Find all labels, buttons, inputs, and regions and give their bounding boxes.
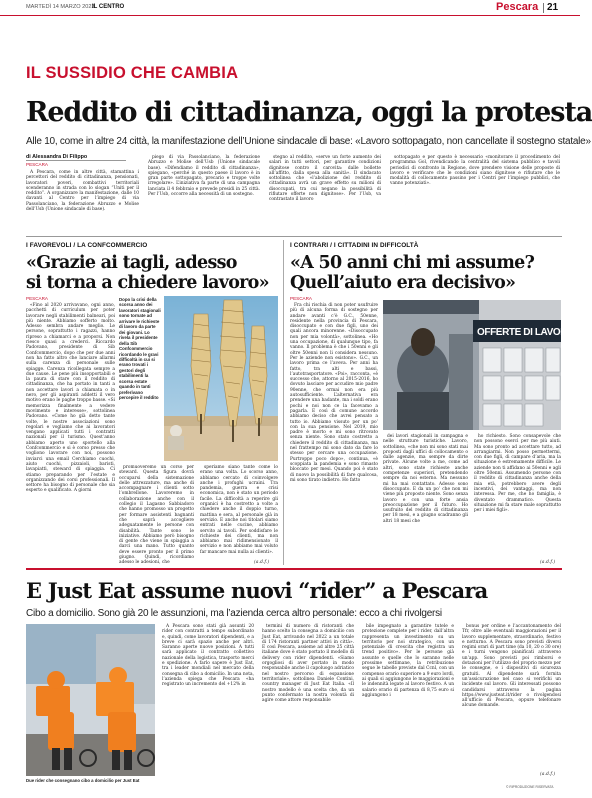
- top-text-col-4: [390, 155, 560, 232]
- bottom-col1-paragraph: A Pescara sono stati già assunti 20 rider con contratti a tempo subordinato e, quindi, come lavoratori dipendenti, e a breve ci sarà spazio anche per altri. Saranno aperte nuove posizioni. A tutti sarà applicato il contratto collettivo nazionale della logistica, trasporto merci e spedizione. A farlo sapere è Just Eat, tra i leader mondiali nel mercato della consegna di cibo a domicilio. In una nota, l’azienda spiega che Pescara «ha registrato un incremento del +12% in: [162, 624, 254, 688]
- right-signature: (a.d.f.): [540, 560, 556, 565]
- column-divider-center: [283, 240, 284, 565]
- beach-umbrellas-illustration: [164, 296, 278, 461]
- bottom-photo-caption: Due rider che consegnano cibo a domicilio per Just Eat: [26, 778, 140, 783]
- delivery-riders-illustration: [26, 624, 155, 776]
- left-col3-paragraph: speriamo siano tante come lo erano una volta. Lo scorso anno, abbiamo cercato di coinvolgere anche i profughi ucraini. Tra pandemia, guerra e crisi economica, non è stato un periodo facile. La difficoltà a reperire gli organici è ha costretto a volte a chiedere anche il doppio turno, mattina e sera, al personale già in servizio. E anche noi titolari siamo entrati nelle cucine, abbiamo servito ai tavoli. Per soddisfare le richieste dei clienti, ma non abbiamo mai ridimensionato il servizio e non abbiamo mai voluto far mancare mai nulla ai clienti».: [200, 465, 278, 555]
- left-text-col-3: [200, 465, 278, 561]
- job-offers-board-illustration: [383, 300, 575, 430]
- left-headline-line-2: si torna a chiedere lavoro»: [26, 273, 269, 293]
- header-divider: [543, 3, 544, 13]
- page-header: [0, 0, 580, 16]
- bottom-subhead: Cibo a domicilio. Sono già 20 le assunzioni, ma l’azienda cerca altro personale: ecco a chi rivolgersi: [26, 608, 442, 619]
- beach-photo: [164, 296, 278, 461]
- top-col1-paragraph: A Pescara, come in altre città, stamattina i percettori del reddito di cittadinanza, pensionati, lavoratori poveri, combattivi territoriali scenderanno in strada con lo slogan “Uniti per il reddito”. A organizzare la manifestazione, dalle 10 davanti al Centro per l’impiego di via Passolanciano, la federazione Abruzzo e Molise dell’Usb (Unione sindacale di base).: [26, 170, 139, 213]
- header-paper: IL CENTRO: [92, 3, 125, 10]
- bottom-text-col-3: [362, 624, 454, 776]
- left-signature: (a.d.f.): [254, 560, 270, 565]
- right-text-col-2: [383, 434, 468, 565]
- left-col1-paragraph: «Fino al 2020 arrivavano, ogni anno, pacchetti di curriculum per poter lavorare negli stabilimenti balneari, poi più niente. Abbiamo sofferto molto. Adesso sembra andare meglio. Le persone, soprattutto i ragazzi, hanno ripreso a chiamarci e a proporsi. Non riesco quasi a crederci. Riccardo Padovano, presidente di Sib Confcommercio, dopo che per due anni non ha fatto altro che lanciare allarmi sulla carenza di personale sulle spiagge. Carenza ricollegata sempre a due cause. Le pene più insopportabili e la paura di stare con il reddito di cittadinanza, che ha portato in tanti a non accettare lavori a chiamata o in nero, per gli aspiranti addetti il vero motivo erano le paghe troppo basse. «Si memorizza finalmente a vedere movimento e interesse», sottolinea Padovano. «Come ho già detto tante volte, le nostre associazioni sono regolari e vogliamo che ai lavoratori vengano applicati tutti i contratti nazionali per il turismo. Quest’anno abbiamo aperto uno sportello alla Confcommercio e si è corso presso che vogliono lavorare con noi, possono inviarci una email Cerchiamo cuochi, aiuto cuochi, pizzaioli, baristi, lavapiatti, steward di spiaggia. Ci stiamo preparando per l’estate e organizzando dei corsi professionali. Il settore ha bisogno di personale che sia esperto e qualificato. A giorni: [26, 303, 115, 494]
- page-number: 21: [547, 1, 559, 13]
- left-text-col-2: [119, 465, 194, 565]
- right-headline: [290, 253, 534, 293]
- left-photo-caption: Dopo la crisi della scorsa anno dei lavoratori stagionali sono tornate ad arrivare le richieste di lavoro da parte dei giovani. Lo rivela il presidente della Sib Confcommercio ricordando le gravi difficoltà in cui si erano trovati i gestori degli stabilimenti la scorsa estate quando in tanti preferivano percepire il reddito: [119, 297, 161, 401]
- bottom-signature: (a.d.f.): [540, 772, 556, 777]
- right-headline-line-2: Quell’aiuto era decisivo»: [290, 273, 516, 293]
- left-city: PESCARA: [26, 296, 48, 301]
- left-kicker: I FAVOREVOLI / LA CONFCOMMERCIO: [26, 242, 148, 249]
- top-city: PESCARA: [26, 161, 48, 167]
- riders-photo: [26, 624, 155, 776]
- bottom-text-col-1: [162, 624, 254, 776]
- top-text-col-3: [269, 155, 381, 232]
- bottom-col4-paragraph: bonus per ordine e l’accantonamento del Tfr, oltre alle eventuali maggiorazioni per il lavoro supplementare, straordinario, festivo e notturno. A Pescara sono previsti diversi regimi orari di part time (da 10, 20 o 30 ore) e i turni vengono pianificati attraverso un’app. Sono previsti poi rimborsi e dotazioni per l’utilizzo del proprio mezzo per le consegne, e i dispositivi di sicurezza gratuiti. Al dipendente sarà fornita un’assicurazione nel caso si verifichi un incidente sul lavoro. Gli interessati possono candidarsi attraverso la pagina https://www.justeat.it/rider o rivolgendosi all’ufficio di Pescara, oppure telefonare alcune domande.: [462, 624, 561, 709]
- top-col4-paragraph: sottopagato e per questo è necessario «monitorare il procedimento del programma Gol, rivendicando la centralità del sistema pubblico e tavoli periodici di confronto in Regione, dove prendere visione delle proposte di lavoro e verificare che le condizioni siano dignitose e rifiutare che le modalità di collocamento passino per i Centri per l’impiego pubblici, che vanno potenziati».: [390, 155, 560, 187]
- top-text-col-2: [148, 155, 260, 232]
- left-text-col-1: [26, 303, 115, 565]
- top-col2-paragraph: piego di via Passolanciano, la federazione Abruzzo e Molise dell’Usb (Unione sindacale base). «Difendiamo il reddito di cittadinanza», spiegano, «perché in questo paese il lavoro è in gran parte sottopagato, precario e troppe volte irregolare». L’iniziativa fa parte di una campagna lanciata il 4 febbraio e prevede presidi in 25 città. Per l’Usb, occorre alla necessità di un sostegno.: [148, 155, 260, 198]
- right-city: PESCARA: [290, 296, 312, 301]
- right-text-col-1: [290, 303, 378, 565]
- copyright-notice: © RIPRODUZIONE RISERVATA: [506, 785, 554, 789]
- top-headline: Reddito di cittadinanza, oggi la protesta: [26, 97, 592, 128]
- right-col2-paragraph: dei lavori stagionali in campagna e nelle strutture turistiche. Lavoro, sottolinea, «che non mi sono stati mai proposti dagli uffici di collocamento o dalle agenzie, ma sempre da dirte private. Alcune volte a me, come ad altri, sono state richieste anche competenze superiori, pretendendo sempre da noi esterno. Ma nessuno mi ha mai contattato. Adesso sono disoccupato. E da un po’ che non mi viene più proposto niente. Sono senza lavoro e con una forte ansia preoccupazione per il futuro. Ho usufruito del reddito di cittadinanza per 18 mesi, e a giugno scadranno gli altri 18 mesi che: [383, 434, 468, 524]
- right-col3-paragraph: ho richiesto. Sono consapevole che non possono esercì per me più aiuti. Ma sono pronto ad accettare tutto, ad arrangiarmi. Non posso permettermi, con due figli, di campare d’aria, ma la situazione è estremamente difficile. Le aziende non ti affidano ai 50enni e agli oltre 50enni. Assumendo persone con il reddito di cittadinanza anche della mia età, potrebbero avere degli incentivi, dei vantaggi, ma non interessa. Per me, che ho famiglia, è diventato drammatico. Questa situazione mi fa stare male soprattutto per i miei figli».: [474, 434, 561, 514]
- left-col2-paragraph: promuoveremo un corso per steward. Questa figura dovrà occuparsi della sistemazione delle attrezzature, ma anche di accompagnare i clienti sotto l’ombrellone. Lavoreremo in collaborazione anche con il collegio il Lagasno Sabbiadoro che hanno promosso un progetto per formare assistenti bagnanti che saprà accogliere adeguatamente le persone con disabilità. Tante sono le iniziative. Abbiamo però bisogno di gente che viene in spiaggia a darci una mano. Tutto quanto deve essere pronto per il primo giugno. Quindi, ricordiamo adesso le adesioni, che: [119, 465, 194, 566]
- job-board-photo: [383, 300, 575, 430]
- right-col1-paragraph: Fra chi rischia di non poter usufruire più di alcuna forma di sostegno per andare avanti c’è G.C., 50enne, residente nella provincia di Pescara, disoccupato e con due figli, uno dei quali ancora minorenne. «Disoccupato non per mia volontà», sottolinea. «Ho una occupazione, di qualunque tipo, fa vanno. Il problema è che i 50enni e gli oltre 50enni non li considera nessuno. Per le aziende non esistono». G.C., un lavoro prima ce l’aveva. Per anni ha fatto, tra alti e bassi, l’autotrasportatore. «Poi», racconta, «è successo che, attorno al 2015-2016, ho dovuto lasciare per accudire mio padre 90enne, che ormai non era più autosufficiente. L’alternativa era prendere una badante, ma i soldi erano pochi e noi non ce la facevamo a pagarla. E così di comune accordo abbiamo deciso che avrei pensato a tutto io. Abbiamo vissuto per un po’ con la sua pensione. Nel 2019, mio padre è morto e mi sono ritrovato senza niente. Sono stato costretto a chiedere il reddito di cittadinanza, ma nel frattempo mi sono dato da fare lo stesso per cercare una occupazione. Purtroppo poco dopo», continua, «è scoppiata la pandemia e sono rimasto bloccato per mesi. Quando poi è stato di nuovo la possibilità di fare qualcosa, mi sono tirato indietro. Ho fatto: [290, 303, 378, 483]
- right-text-col-3: [474, 434, 561, 560]
- bottom-col3-paragraph: bile impegnato a garantire tutele e protezione complete per i rider, dall’altra rappresenta un investimento su un territorio per noi strategico, con un potenziale di crescita che registra un trend positivo». Per le persone già assunte e quelle che lo saranno nelle prossime settimane, la retribuzione segue le tabelle previste dal Ccnl, con un compenso orario superiore a 9 euro lordi, ai quali si aggiungono le maggiorazioni e le indennità legate al lavoro festivo. A un salario orario di partenza di 8,75 euro si aggiungono i: [362, 624, 454, 698]
- left-headline: [26, 253, 269, 293]
- job-board-sign: OFFERTE DI LAVORO: [477, 327, 575, 338]
- left-headline-line-1: «Grazie ai tagli, adesso: [26, 253, 237, 273]
- top-byline: di Alessandra Di Filippo: [26, 154, 88, 160]
- top-byline-rule: [26, 160, 126, 161]
- top-text-col-1: [26, 170, 139, 232]
- section-divider-top: [26, 236, 562, 237]
- bottom-text-col-2: [262, 624, 354, 776]
- bottom-col2-paragraph: termini di numero di ristoranti che hanno scelto la consegna a domicilio con Just Eat, arrivando nel 2022 a un totale di 174 ristoranti partner attivi in città». E così Pescara, assieme ad altre 25 città italiane dove è stato portato il modello di delivery con rider dipendenti. «Siamo orgogliosi di aver portato in modo responsabile anche il capoluogo adriatico nel nostro percorso di espansione territoriale», sottolinea Daniele Contini, country manager di Just Eat Italia. «Il nostro modello è una scelta che, da un punto confermato la nostra volontà di agire come attore responsabile: [262, 624, 354, 704]
- top-kicker: IL SUSSIDIO CHE CAMBIA: [26, 64, 239, 82]
- bottom-text-col-4: [462, 624, 561, 772]
- top-subhead: Alle 10, come in altre 24 città, la manifestazione dell’Unione sindacale di base: «Lavoro sottopagato, non cancellate il sostegno statale»: [26, 136, 591, 147]
- section-divider-bottom: [26, 568, 562, 570]
- right-headline-line-1: «A 50 anni chi mi assume?: [290, 253, 535, 273]
- header-section: Pescara: [496, 1, 539, 13]
- right-kicker: I CONTRARI / I CITTADINI IN DIFFICOLTÀ: [290, 242, 419, 249]
- header-date: MARTEDÌ 14 MARZO 2023: [26, 4, 95, 10]
- bottom-headline: E Just Eat assume nuovi “rider” a Pescara: [26, 578, 488, 603]
- top-col3-paragraph: stegno al reddito, «serve un forte aumento dei salari in tutti settori, per garantire condizioni dignitose contro il carovita: dalle bollette all’affitto, dalla spesa alla sanità». Il sindacato sottolinea che «l’abolizione del reddito di cittadinanza avrà un grave effetto su milioni di disoccupati, tra cui negano la possibilità di rifiutare offerte non dignitose». Per l’Usb, va contrastato il lavoro: [269, 155, 381, 203]
